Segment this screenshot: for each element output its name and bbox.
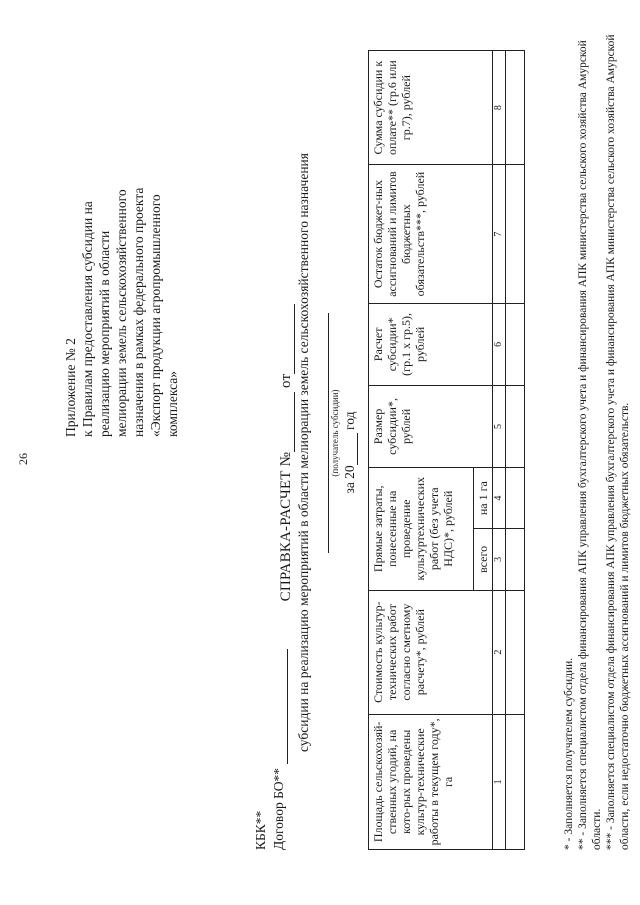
recipient-blank-line [328,313,329,553]
appendix-line: назначения в рамках федерального проекта [131,187,146,437]
empty-cell [506,51,525,165]
column-number: 3 [493,529,506,590]
column-number: 1 [493,714,506,849]
document-subtitle: субсидии на реализацию мероприятий в области мелиорации земель сельскохозяйственного назначения [296,153,311,752]
column-number: 4 [493,467,506,528]
header-subsidy-calc: Расчет субсидии* (гр.1 х гр.5), рублей [369,303,493,385]
empty-cell [506,385,525,467]
column-number: 5 [493,385,506,467]
number-blank [280,392,295,452]
calculation-table [368,50,525,850]
title-prefix: СПРАВКА-РАСЧЕТ № [278,451,294,602]
header-remaining-budget: Остаток бюджет-ных ассигнований и лимитов бюджетных обязательств***, рублей [369,165,493,304]
empty-cell [506,467,525,528]
year-suffix: год [342,411,357,430]
year-blank [344,433,358,465]
date-blank [280,304,295,374]
column-number: 2 [493,590,506,714]
appendix-line: комплекса» [165,371,180,437]
header-total: всего [474,529,493,590]
footnote: ** - Заполняется специалистом отдела финансирования АПК управления бухгалтерского учета и финансирования АПК министерства сельского хозяйства Амурской области. [577,40,603,850]
header-cost: Стоимость культур-технических работ согласно сметному расчету*, рублей [369,590,493,714]
document-title [278,0,295,905]
appendix-line: Приложение № 2 [63,338,78,437]
appendix-line: к Правилам предоставления субсидии на [80,201,95,437]
title-from: от [278,373,294,388]
appendix-line: реализацию мероприятий в области [97,230,112,437]
kbk-label: КБК** [253,810,268,850]
header-amount-to-pay: Сумма субсидии к оплате** (гр.6 или гр.7), рублей [369,51,493,165]
column-number: 8 [493,51,506,165]
appendix-line: «Экспорт продукции агропромышленного [148,194,163,437]
empty-cell [506,714,525,849]
empty-cell [506,303,525,385]
header-area: Площадь сельскохозяй-ственных угодий, на кото-рых проведены культур-технические работы в текущем году*, га [369,714,493,849]
empty-cell [506,529,525,590]
header-subsidy-size: Размер субсидии*, рублей [369,385,493,467]
header-direct-costs: Прямые затраты, понесенные на проведение культуртехнических работ (без учета НДС)*, рублей [369,467,474,590]
contract-label: Договор БО** [271,768,286,850]
recipient-caption: (получатель субсидии) [330,389,340,477]
year-line [342,0,358,905]
appendix-block [62,107,181,437]
column-number: 7 [493,165,506,304]
appendix-line: мелиорации земель сельскохозяйственного [114,189,129,437]
column-number: 6 [493,303,506,385]
header-per-ha: на 1 га [474,467,493,528]
year-prefix: за 20 [342,465,357,494]
footnote: * - Заполняется получателем субсидии. [563,657,575,850]
footnote: *** - Заполняется специалистом отдела финансирования АПК управления бухгалтерского учета и финансирования АПК министерства сельского хозяйства Амурской области, если недостаточно бюджетных ассигнований и лимитов бюджетных обязательств. [605,34,631,850]
footnotes [562,30,632,850]
page-number: 26 [16,453,30,465]
empty-cell [506,165,525,304]
empty-cell [506,590,525,714]
